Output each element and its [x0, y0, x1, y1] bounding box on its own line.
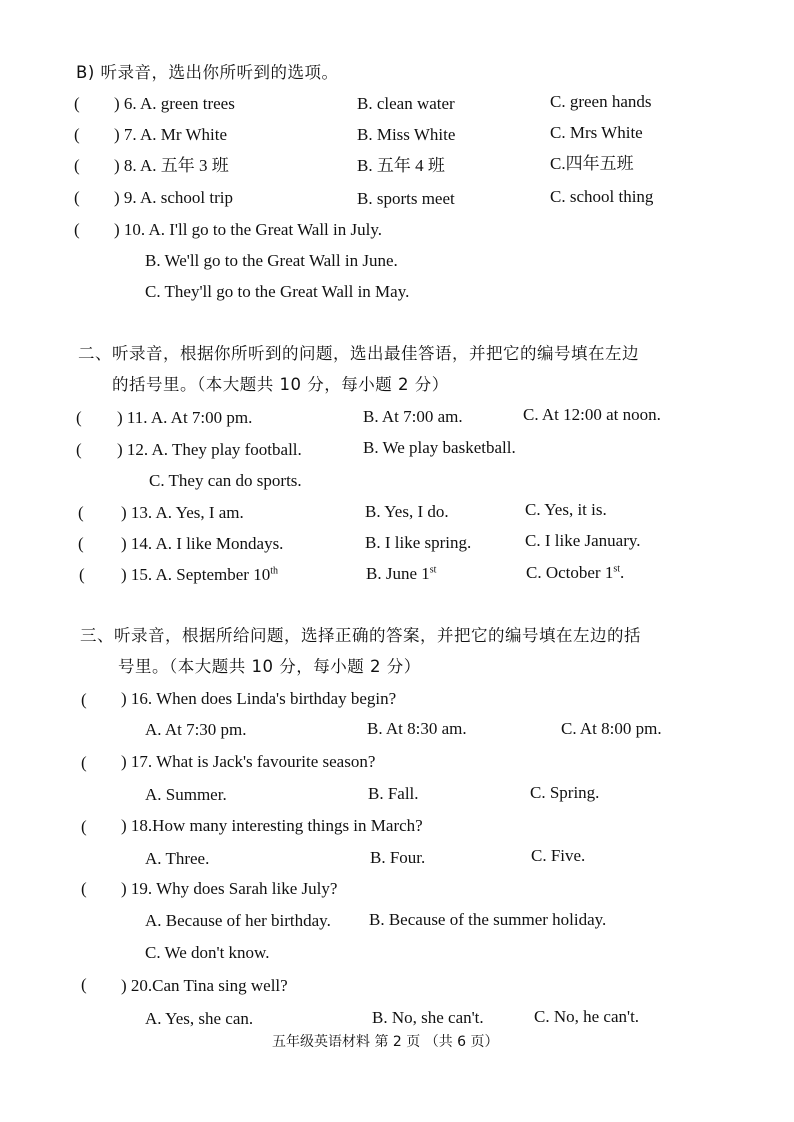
answer-bracket: (	[81, 753, 87, 772]
question-19-option-c: C. We don't know.	[145, 943, 270, 962]
question-18-stem: ) 18.How many interesting things in March?	[121, 816, 423, 835]
question-16-option-a: A. At 7:30 pm.	[145, 720, 247, 739]
question-15-option-a	[121, 564, 278, 586]
question-11-option-c: C. At 12:00 at noon.	[523, 405, 661, 424]
answer-bracket: (	[74, 220, 80, 239]
question-18-option-a: A. Three.	[145, 849, 210, 868]
answer-bracket: (	[79, 565, 85, 584]
answer-bracket: (	[81, 879, 87, 898]
question-17-stem: ) 17. What is Jack's favourite season?	[121, 752, 376, 771]
question-13-option-a: ) 13. A. Yes, I am.	[121, 503, 244, 522]
question-16-stem: ) 16. When does Linda's birthday begin?	[121, 689, 397, 708]
question-20-option-a: A. Yes, she can.	[145, 1009, 254, 1028]
question-17-option-a: A. Summer.	[145, 785, 227, 804]
question-11-option-b: B. At 7:00 am.	[363, 407, 463, 426]
question-20-option-c: C. No, he can't.	[534, 1007, 640, 1026]
section-2-header-line2: 的括号里。（本大题共 10 分，每小题 2 分）	[112, 375, 449, 394]
answer-bracket: (	[74, 188, 80, 207]
question-20-option-b: B. No, she can't.	[372, 1008, 484, 1027]
question-15-option-c-text: C. October 1	[526, 563, 614, 582]
question-7-option-a: ) 7. A. Mr White	[114, 125, 228, 144]
question-7-option-b: B. Miss White	[357, 125, 456, 144]
question-8-option-b: B. 五年 4 班	[357, 156, 445, 175]
question-6-option-b: B. clean water	[357, 94, 455, 113]
answer-bracket: (	[78, 534, 84, 553]
question-8-option-a: ) 8. A. 五年 3 班	[114, 156, 229, 175]
answer-bracket: (	[76, 440, 82, 459]
answer-bracket: (	[78, 503, 84, 522]
question-12-option-c: C. They can do sports.	[149, 471, 302, 490]
question-6-option-a: ) 6. A. green trees	[114, 94, 235, 113]
question-15-option-b	[366, 563, 436, 585]
question-9-option-b: B. sports meet	[357, 189, 455, 208]
answer-bracket: (	[81, 975, 87, 994]
question-10-option-b: B. We'll go to the Great Wall in June.	[145, 251, 398, 270]
ordinal-suffix: st	[429, 564, 437, 576]
question-19-stem: ) 19. Why does Sarah like July?	[121, 879, 338, 898]
question-9-option-c: C. school thing	[550, 187, 654, 206]
question-12-option-a: ) 12. A. They play football.	[117, 440, 302, 459]
question-15-option-b-text: B. June 1	[366, 564, 430, 583]
ordinal-suffix: th	[270, 565, 278, 577]
answer-bracket: (	[74, 156, 80, 175]
question-9-option-a: ) 9. A. school trip	[114, 188, 233, 207]
period: .	[620, 563, 625, 582]
section-3-header-line2: 号里。（本大题共 10 分，每小题 2 分）	[118, 657, 421, 676]
question-13-option-c: C. Yes, it is.	[525, 500, 607, 519]
answer-bracket: (	[76, 408, 82, 427]
question-15-option-a-text: ) 15. A. September 10	[121, 565, 271, 584]
answer-bracket: (	[74, 94, 80, 113]
question-18-option-b: B. Four.	[370, 848, 426, 867]
question-11-option-a: ) 11. A. At 7:00 pm.	[117, 408, 253, 427]
question-16-option-b: B. At 8:30 am.	[367, 719, 467, 738]
answer-bracket: (	[81, 817, 87, 836]
question-14-option-a: ) 14. A. I like Mondays.	[121, 534, 284, 553]
question-17-option-b: B. Fall.	[368, 784, 419, 803]
question-10-option-c: C. They'll go to the Great Wall in May.	[145, 282, 410, 301]
question-6-option-c: C. green hands	[550, 92, 652, 111]
question-8-option-c: C.四年五班	[550, 154, 634, 173]
section-2-header-line1: 二、听录音，根据你所听到的问题，选出最佳答语，并把它的编号填在左边	[78, 344, 639, 363]
question-20-stem: ) 20.Can Tina sing well?	[121, 976, 288, 995]
question-7-option-c: C. Mrs White	[550, 123, 643, 142]
question-14-option-c: C. I like January.	[525, 531, 641, 550]
question-12-option-b: B. We play basketball.	[363, 438, 516, 457]
answer-bracket: (	[81, 690, 87, 709]
section-b-header: B) 听录音，选出你所听到的选项。	[76, 63, 339, 82]
question-13-option-b: B. Yes, I do.	[365, 502, 449, 521]
question-18-option-c: C. Five.	[531, 846, 586, 865]
question-19-option-b: B. Because of the summer holiday.	[369, 910, 607, 929]
question-14-option-b: B. I like spring.	[365, 533, 472, 552]
answer-bracket: (	[74, 125, 80, 144]
section-3-header-line1: 三、听录音，根据所给问题，选择正确的答案，并把它的编号填在左边的括	[80, 626, 641, 645]
ordinal-suffix: st	[613, 563, 621, 575]
question-16-option-c: C. At 8:00 pm.	[561, 719, 662, 738]
question-15-option-c	[526, 562, 624, 584]
question-19-option-a: A. Because of her birthday.	[145, 911, 331, 930]
question-10-option-a: ) 10. A. I'll go to the Great Wall in July.	[114, 220, 382, 239]
question-17-option-c: C. Spring.	[530, 783, 600, 802]
page-footer: 五年级英语材料 第 2 页 （共 6 页）	[272, 1034, 499, 1050]
